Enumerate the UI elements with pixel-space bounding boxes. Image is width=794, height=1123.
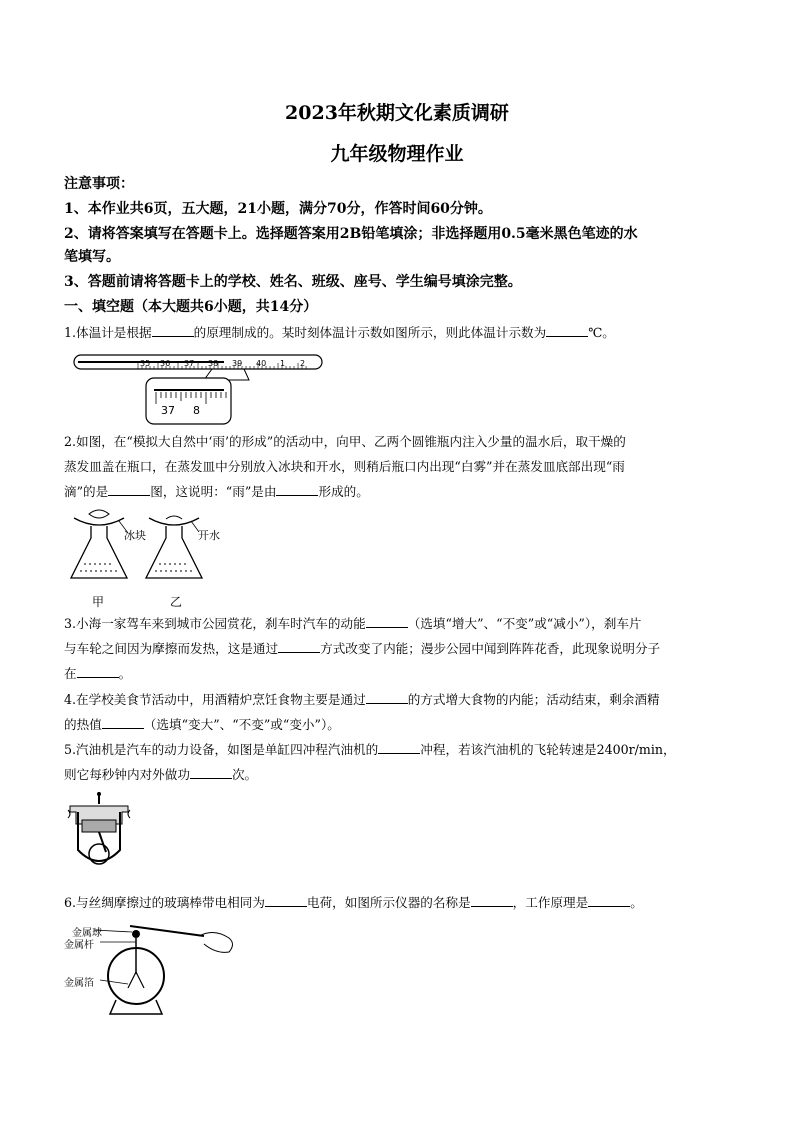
label-metal-foil: 金属箔 xyxy=(64,978,94,989)
question-5-line1: 5.汽油机是汽车的动力设备，如图是单缸四冲程汽油机的 冲程，若该汽油机的飞轮转速是2400r/min， xyxy=(64,742,676,757)
question-6-line1: 6.与丝绸摩擦过的玻璃棒带电相同为 电荷，如图所示仪器的名称是 ，工作原理是 。 xyxy=(64,895,643,910)
label-boiling-water: 开水 xyxy=(198,529,220,542)
notice-item-3: 3、答题前请将答题卡上的学校、姓名、班级、座号、学生编号填涂完整。 xyxy=(64,274,522,290)
scale-label: 36 xyxy=(160,359,171,368)
answer-blank[interactable] xyxy=(366,691,408,704)
question-3-line2: 与车轮之间因为摩擦而发热，这是通过 方式改变了内能；漫步公园中闻到阵阵花香，此现象说明分子 xyxy=(64,641,661,656)
answer-blank[interactable] xyxy=(108,483,150,496)
answer-blank[interactable] xyxy=(378,741,420,754)
notice-item-2a: 2、请将答案填写在答题卡上。选择题答案用2B铅笔填涂；非选择题用0.5毫米黑色笔迹的水 xyxy=(64,226,638,242)
question-5-line2: 则它每秒钟内对外做功 次。 xyxy=(64,767,258,782)
question-4-line1: 4.在学校美食节活动中，用酒精炉烹饪食物主要是通过 的方式增大食物的内能；活动结束，剩余酒精 xyxy=(64,692,660,707)
answer-blank[interactable] xyxy=(265,894,307,907)
zoom-label-8: 8 xyxy=(193,404,200,417)
scale-label: 37 xyxy=(184,359,195,368)
zoom-label-37: 37 xyxy=(161,404,175,417)
question-2-line2: 蒸发皿盖在瓶口，在蒸发皿中分别放入冰块和开水，则稍后瓶口内出现“白雾”并在蒸发皿底部出现“雨 xyxy=(64,459,625,474)
flask-figure xyxy=(64,508,234,588)
page-subtitle: 九年级物理作业 xyxy=(330,143,464,165)
answer-blank[interactable] xyxy=(190,766,232,779)
question-2-line3: 滴”的是 图，这说明：“雨”是由 形成的。 xyxy=(64,484,369,499)
answer-blank[interactable] xyxy=(546,324,588,337)
question-3-line3: 在 。 xyxy=(64,666,132,681)
answer-blank[interactable] xyxy=(588,894,630,907)
answer-blank[interactable] xyxy=(366,615,408,628)
scale-label: 38 xyxy=(208,359,219,368)
scale-label: 2 xyxy=(300,359,306,368)
label-metal-ball: 金属球 xyxy=(72,928,102,939)
page-title: 2023年秋期文化素质调研 xyxy=(285,102,509,124)
answer-blank[interactable] xyxy=(77,665,119,678)
notice-heading: 注意事项： xyxy=(64,176,134,192)
question-3-line1: 3.小海一家驾车来到城市公园赏花，刹车时汽车的动能 （选填“增大”、“不变”或“减小”），刹车片 xyxy=(64,616,642,631)
answer-blank[interactable] xyxy=(102,716,144,729)
question-2-line1: 2.如图，在“模拟大自然中‘雨’的形成”的活动中，向甲、乙两个圆锥瓶内注入少量的温水后，取干燥的 xyxy=(64,434,626,449)
question-1: 1.体温计是根据 的原理制成的。某时刻体温计示数如图所示，则此体温计示数为 ℃。 xyxy=(64,325,615,340)
answer-blank[interactable] xyxy=(276,483,318,496)
scale-label: 40 xyxy=(256,359,267,368)
label-ice: 冰块 xyxy=(124,529,146,542)
question-4-line2: 的热值 （选填“变大”、“不变”或“变小”）。 xyxy=(64,717,340,732)
notice-item-2b: 笔填写。 xyxy=(64,249,120,265)
scale-label: 1 xyxy=(280,359,286,368)
answer-blank[interactable] xyxy=(278,640,320,653)
label-jia: 甲 xyxy=(92,595,105,609)
answer-blank[interactable] xyxy=(152,324,194,337)
answer-blank[interactable] xyxy=(471,894,513,907)
thermometer-figure xyxy=(74,352,334,432)
scale-label: 39 xyxy=(232,359,243,368)
label-yi: 乙 xyxy=(170,595,183,609)
label-metal-rod: 金属杆 xyxy=(64,940,94,951)
notice-item-1: 1、本作业共6页，五大题，21小题，满分70分，作答时间60分钟。 xyxy=(64,201,492,217)
engine-figure xyxy=(66,790,136,875)
scale-label: 35 xyxy=(140,359,151,368)
section-heading: 一、填空题（本大题共6小题，共14分） xyxy=(64,299,318,315)
